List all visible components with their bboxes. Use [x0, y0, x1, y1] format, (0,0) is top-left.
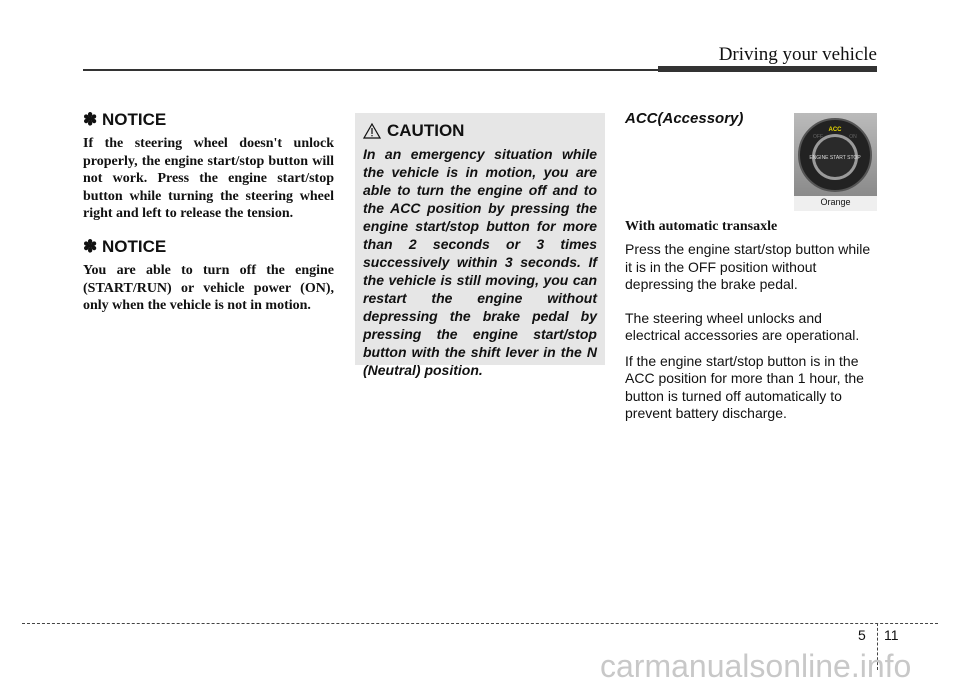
acc-paragraph: Press the engine start/stop button while it is in the OFF position without depressing the brake pedal.: [625, 241, 871, 292]
warning-triangle-icon: [363, 123, 381, 139]
notice-column: [83, 110, 334, 329]
header-rule: [83, 69, 658, 71]
start-button-image: [794, 113, 877, 211]
footer-rule: [22, 623, 938, 624]
acc-paragraph: If the engine start/stop button is in the ACC position for more than 1 hour, the button is turned off automatically to prevent battery discharge.: [625, 352, 864, 421]
section-title: Driving your vehicle: [718, 44, 877, 65]
on-label: ON: [849, 134, 857, 140]
image-caption: Orange: [820, 197, 851, 207]
button-photo: [794, 113, 877, 196]
chapter-number: 5: [858, 627, 866, 643]
page-number: 11: [884, 627, 899, 643]
watermark: carmanualsonline.info: [600, 648, 912, 684]
notice-heading: ✽ NOTICE: [83, 110, 167, 129]
center-label: ENGINE START STOP: [809, 155, 861, 161]
caution-body: In an emergency situation while the vehicle is in motion, you are able to turn the engine off and to the ACC position by pressing the engine start/stop button for more than 2 seconds or 3 times successively within 3 seconds. If the vehicle is still moving, you can restart the engine without depressing the brake pedal by pressing the engine start/stop button with the shift lever in the N (Neutral) position.: [363, 146, 597, 378]
acc-heading: ACC(Accessory): [625, 110, 744, 127]
caution-heading: [363, 121, 597, 141]
caution-title: CAUTION: [387, 121, 465, 140]
acc-paragraph: The steering wheel unlocks and electrical accessories are operational.: [625, 309, 860, 343]
notice-heading: ✽ NOTICE: [83, 236, 167, 256]
caution-box: [355, 113, 605, 378]
engine-start-button-icon: [794, 113, 877, 196]
off-label: OFF: [813, 134, 823, 140]
notice-body: If the steering wheel doesn't unlock properly, the engine start/stop button will not work. Press the engine start/stop button while turning the steering wheel right and left to release the tension.: [83, 136, 334, 222]
acc-label: ACC: [828, 127, 842, 133]
notice-body: You are able to turn off the engine (START/RUN) or vehicle power (ON), only when the vehicle is not in motion.: [83, 262, 334, 314]
header-bar: [658, 66, 877, 72]
acc-subheading: With automatic transaxle: [625, 219, 778, 234]
